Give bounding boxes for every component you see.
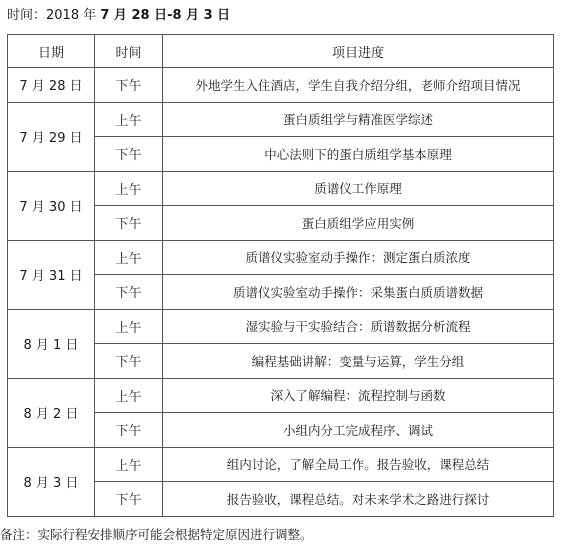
topic-cell: 质谱仪工作原理 [163, 171, 554, 206]
table-row [8, 240, 554, 275]
time-range-dates: 7 月 28 日-8 月 3 日 [100, 8, 231, 23]
topic-cell: 中心法则下的蛋白质组学基本原理 [163, 137, 554, 172]
table-header-row [8, 35, 554, 68]
table-row [8, 68, 554, 103]
date-cell: 7 月 30 日 [8, 171, 95, 240]
schedule-note: 备注：实际行程安排顺序可能会根据特定原因进行调整。 [0, 527, 313, 542]
table-row [8, 447, 554, 482]
table-row [8, 309, 554, 344]
topic-cell: 编程基础讲解：变量与运算，学生分组 [163, 344, 554, 379]
topic-cell: 组内讨论，了解全局工作。报告验收，课程总结 [163, 447, 554, 482]
table-row [8, 378, 554, 413]
topic-cell: 蛋白质组学与精准医学综述 [163, 102, 554, 137]
column-header-progress: 项目进度 [163, 35, 554, 68]
date-cell: 8 月 2 日 [8, 378, 95, 447]
period-cell: 上午 [95, 447, 163, 482]
column-header-period: 时间 [95, 35, 163, 68]
period-cell: 下午 [95, 68, 163, 103]
topic-cell: 湿实验与干实验结合：质谱数据分析流程 [163, 309, 554, 344]
date-cell: 7 月 31 日 [8, 240, 95, 309]
period-cell: 下午 [95, 206, 163, 241]
period-cell: 上午 [95, 102, 163, 137]
date-cell: 8 月 1 日 [8, 309, 95, 378]
period-cell: 上午 [95, 240, 163, 275]
period-cell: 上午 [95, 378, 163, 413]
schedule-time-range [7, 4, 230, 28]
topic-cell: 蛋白质组学应用实例 [163, 206, 554, 241]
column-header-date: 日期 [8, 35, 95, 68]
table-row [8, 171, 554, 206]
topic-cell: 质谱仪实验室动手操作：采集蛋白质质谱数据 [163, 275, 554, 310]
time-range-prefix: 时间：2018 年 [7, 8, 101, 23]
date-cell: 7 月 29 日 [8, 102, 95, 171]
topic-cell: 质谱仪实验室动手操作：测定蛋白质浓度 [163, 240, 554, 275]
period-cell: 下午 [95, 137, 163, 172]
topic-cell: 深入了解编程：流程控制与函数 [163, 378, 554, 413]
period-cell: 上午 [95, 171, 163, 206]
topic-cell: 小组内分工完成程序、调试 [163, 413, 554, 448]
schedule-table [7, 34, 554, 517]
topic-cell: 外地学生入住酒店，学生自我介绍分组，老师介绍项目情况 [163, 68, 554, 103]
table-row [8, 102, 554, 137]
date-cell: 7 月 28 日 [8, 68, 95, 103]
period-cell: 下午 [95, 344, 163, 379]
topic-cell: 报告验收，课程总结。对未来学术之路进行探讨 [163, 482, 554, 517]
date-cell: 8 月 3 日 [8, 447, 95, 516]
period-cell: 下午 [95, 275, 163, 310]
period-cell: 下午 [95, 413, 163, 448]
period-cell: 下午 [95, 482, 163, 517]
period-cell: 上午 [95, 309, 163, 344]
